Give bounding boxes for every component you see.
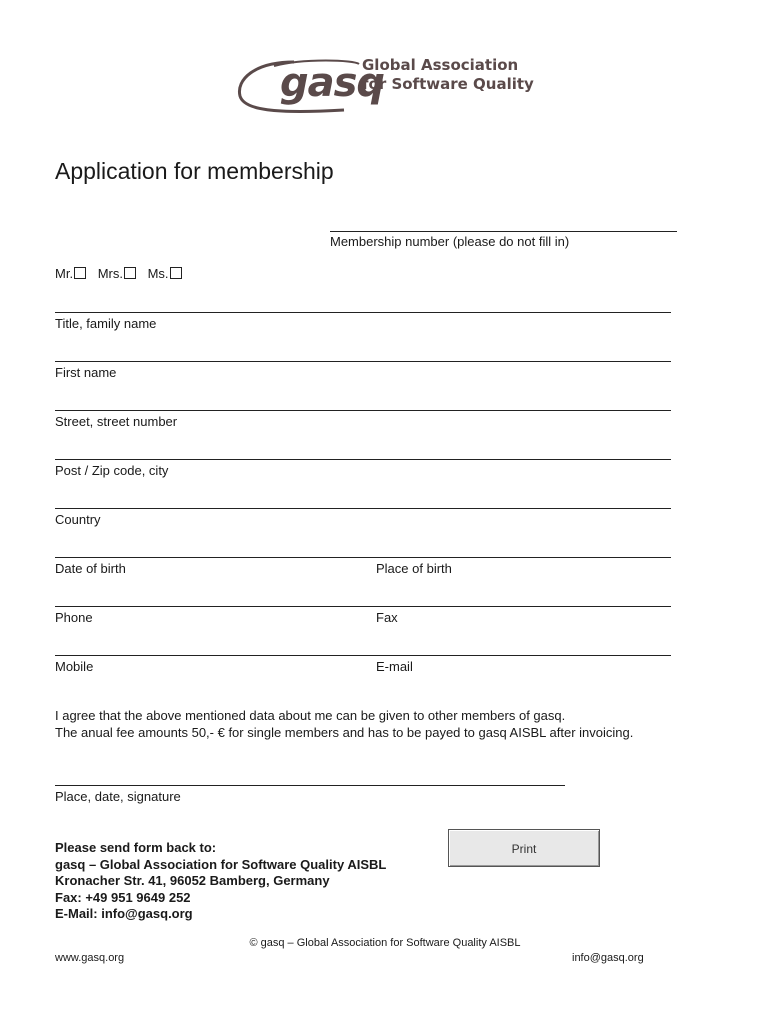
agreement-line-2: The anual fee amounts 50,- € for single members and has to be payed to gasq AISBL after invoicing.	[55, 725, 634, 740]
salutation-group	[55, 266, 190, 281]
salutation-mrs-checkbox[interactable]	[124, 267, 136, 279]
salutation-mrs-label: Mrs.	[97, 266, 123, 281]
footer-email: info@gasq.org	[572, 952, 644, 964]
email-label: E-mail	[376, 659, 413, 674]
send-back-org: gasq – Global Association for Software Quality AISBL	[55, 856, 387, 872]
signature-label: Place, date, signature	[55, 789, 181, 804]
first-name-label: First name	[55, 365, 117, 380]
salutation-ms-label: Ms.	[147, 266, 169, 281]
logo-mark: gasq	[280, 60, 385, 106]
country-field[interactable]	[55, 508, 671, 509]
membership-number-label: Membership number (please do not fill in)	[330, 234, 570, 249]
mobile-email-field[interactable]	[55, 655, 671, 656]
gasq-logo	[234, 52, 534, 118]
street-label: Street, street number	[55, 414, 178, 429]
phone-label: Phone	[55, 610, 93, 625]
mobile-label: Mobile	[55, 659, 94, 674]
logo-line2: for Software Quality	[362, 75, 534, 93]
send-back-email: E-Mail: info@gasq.org	[55, 906, 193, 921]
agreement-text	[55, 707, 633, 741]
logo-line1: Global Association	[362, 56, 519, 74]
footer-copyright: © gasq – Global Association for Software Quality AISBL	[249, 937, 521, 949]
salutation-ms-checkbox[interactable]	[170, 267, 182, 279]
send-back-heading: Please send form back to:	[55, 840, 217, 855]
fax-label: Fax	[376, 610, 398, 625]
send-back-street: Kronacher Str. 41, 96052 Bamberg, Germany	[55, 873, 330, 888]
salutation-mr-label: Mr.	[55, 266, 74, 281]
send-back-fax: Fax: +49 951 9649 252	[55, 889, 191, 905]
street-field[interactable]	[55, 410, 671, 411]
place-of-birth-label: Place of birth	[376, 561, 452, 576]
phone-fax-field[interactable]	[55, 606, 671, 607]
salutation-mr-checkbox[interactable]	[74, 267, 86, 279]
title-family-name-label: Title, family name	[55, 316, 157, 331]
print-button[interactable]: Print	[448, 829, 600, 867]
page-title: Application for membership	[55, 158, 334, 184]
send-back-address	[55, 840, 386, 923]
title-family-name-field[interactable]	[55, 312, 671, 313]
birth-field[interactable]	[55, 557, 671, 558]
signature-field[interactable]	[55, 785, 565, 786]
agreement-line-1: I agree that the above mentioned data about me can be given to other members of gasq.	[55, 708, 566, 723]
first-name-field[interactable]	[55, 361, 671, 362]
post-city-field[interactable]	[55, 459, 671, 460]
membership-number-field[interactable]	[330, 231, 677, 232]
date-of-birth-label: Date of birth	[55, 561, 126, 576]
post-city-label: Post / Zip code, city	[55, 463, 169, 478]
footer-website: www.gasq.org	[55, 952, 125, 964]
country-label: Country	[55, 512, 101, 527]
